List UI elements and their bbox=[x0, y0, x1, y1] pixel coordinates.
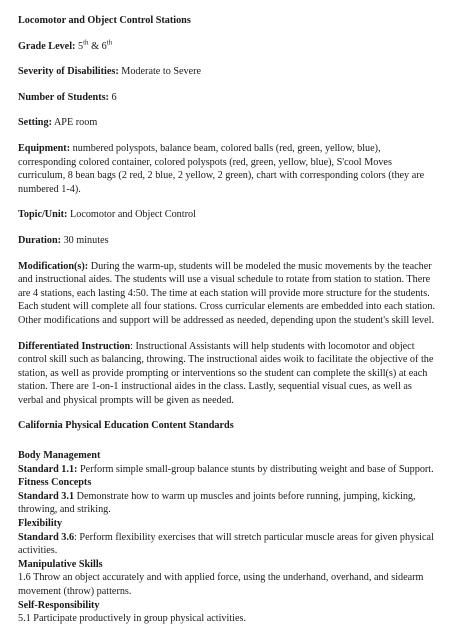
standards-list bbox=[18, 449, 436, 626]
standard-group bbox=[18, 449, 436, 476]
grade-level-suffix-2: th bbox=[106, 38, 113, 47]
standard-line bbox=[18, 463, 436, 477]
standard-group bbox=[18, 558, 436, 599]
differentiated-label: Differentiated Instruction bbox=[18, 340, 131, 352]
grade-level-value-2: 6 bbox=[101, 40, 107, 52]
topic-value: Locomotor and Object Control bbox=[70, 209, 196, 221]
setting-value: APE room bbox=[53, 117, 98, 129]
students-value: 6 bbox=[111, 91, 117, 103]
standard-text: 5.1 Participate productively in group physical activities. bbox=[18, 613, 247, 625]
standard-group bbox=[18, 517, 436, 558]
equipment-value: numbered polyspots, balance beam, colored balls (red, green, yellow, blue), corresponding colored container, colored polyspots (red, green, yellow, blue), S'cool Moves curriculum, 8 bean bags (2 red, 2 blue, 2 yellow, 2 green), chart with corresponding colors (they are numbered 1-4). bbox=[18, 142, 425, 195]
modifications-label: Modification(s): bbox=[18, 260, 89, 272]
grade-level-ampersand: & bbox=[91, 40, 100, 52]
topic-field bbox=[18, 208, 436, 222]
standard-group bbox=[18, 476, 436, 517]
standard-number: Standard 1.1: bbox=[18, 463, 78, 475]
grade-level-value-1: 5 bbox=[77, 40, 84, 52]
setting-label: Setting: bbox=[18, 117, 52, 129]
standard-group-heading: Fitness Concepts bbox=[18, 477, 92, 489]
students-label: Number of Students: bbox=[18, 91, 109, 103]
standard-line bbox=[18, 571, 436, 598]
grade-level-label: Grade Level: bbox=[18, 40, 76, 52]
standard-group bbox=[18, 599, 436, 626]
severity-value: Moderate to Severe bbox=[121, 66, 202, 78]
duration-field bbox=[18, 234, 436, 248]
standards-section-title: California Physical Education Content Standards bbox=[18, 420, 234, 432]
lesson-plan-page bbox=[18, 14, 436, 626]
grade-level-suffix-1: th bbox=[83, 38, 89, 47]
equipment-label: Equipment: bbox=[18, 142, 71, 154]
modifications-field bbox=[18, 260, 436, 328]
standard-line bbox=[18, 612, 436, 626]
students-field bbox=[18, 91, 436, 105]
duration-label: Duration: bbox=[18, 234, 62, 246]
standard-text: : Perform flexibility exercises that will stretch particular muscle areas for given physical activities. bbox=[18, 531, 434, 557]
setting-field bbox=[18, 116, 436, 130]
topic-label: Topic/Unit: bbox=[18, 209, 68, 221]
standard-group-heading: Body Management bbox=[18, 450, 101, 462]
standard-text: Perform simple small-group balance stunts by distributing weight and base of Support. bbox=[77, 463, 434, 475]
standard-text: 1.6 Throw an object accurately and with applied force, using the underhand, overhand, and sidearm movement (throw) patterns. bbox=[18, 572, 424, 597]
equipment-field bbox=[18, 142, 436, 196]
grade-level-field bbox=[18, 40, 436, 54]
standard-line bbox=[18, 490, 436, 517]
differentiated-field bbox=[18, 340, 436, 408]
standard-group-heading: Flexibility bbox=[18, 518, 63, 530]
standard-number: Standard 3.1 bbox=[18, 490, 75, 502]
duration-value: 30 minutes bbox=[63, 234, 109, 246]
standard-text: Demonstrate how to warm up muscles and joints before running, jumping, kicking, throwing, and striking. bbox=[18, 490, 416, 516]
document-title: Locomotor and Object Control Stations bbox=[18, 15, 191, 26]
standard-group-heading: Manipulative Skills bbox=[18, 558, 103, 570]
differentiated-value: : Instructional Assistants will help students with locomotor and object control skill such as balancing, throwing. The instructional aides woik to facilitate the objective of the station, as well as provide prompting or interventions so the student can complete the skill(s) at each station. There are 1-on-1 instructional aides in the class. Lastly, sequential visual cues, as well as verbal and physical prompts will be given as needed. bbox=[18, 340, 434, 406]
severity-field bbox=[18, 65, 436, 79]
standard-line bbox=[18, 531, 436, 558]
severity-label: Severity of Disabilities: bbox=[18, 66, 119, 78]
standard-group-heading: Self-Responsibility bbox=[18, 599, 100, 611]
standard-number: Standard 3.6 bbox=[18, 531, 75, 543]
modifications-value: During the warm-up, students will be modeled the music movements by the teacher and instructional aides. The students will use a visual schedule to rotate from station to station. There are 4 stations, each lasting 4:50. The time at each station will provide more structure for the students. Each student will complete all four stations. Cross curricular elements are embedded into each station. Other modifications and support will be addressed as needed, depending upon the student's skill level. bbox=[18, 260, 435, 326]
